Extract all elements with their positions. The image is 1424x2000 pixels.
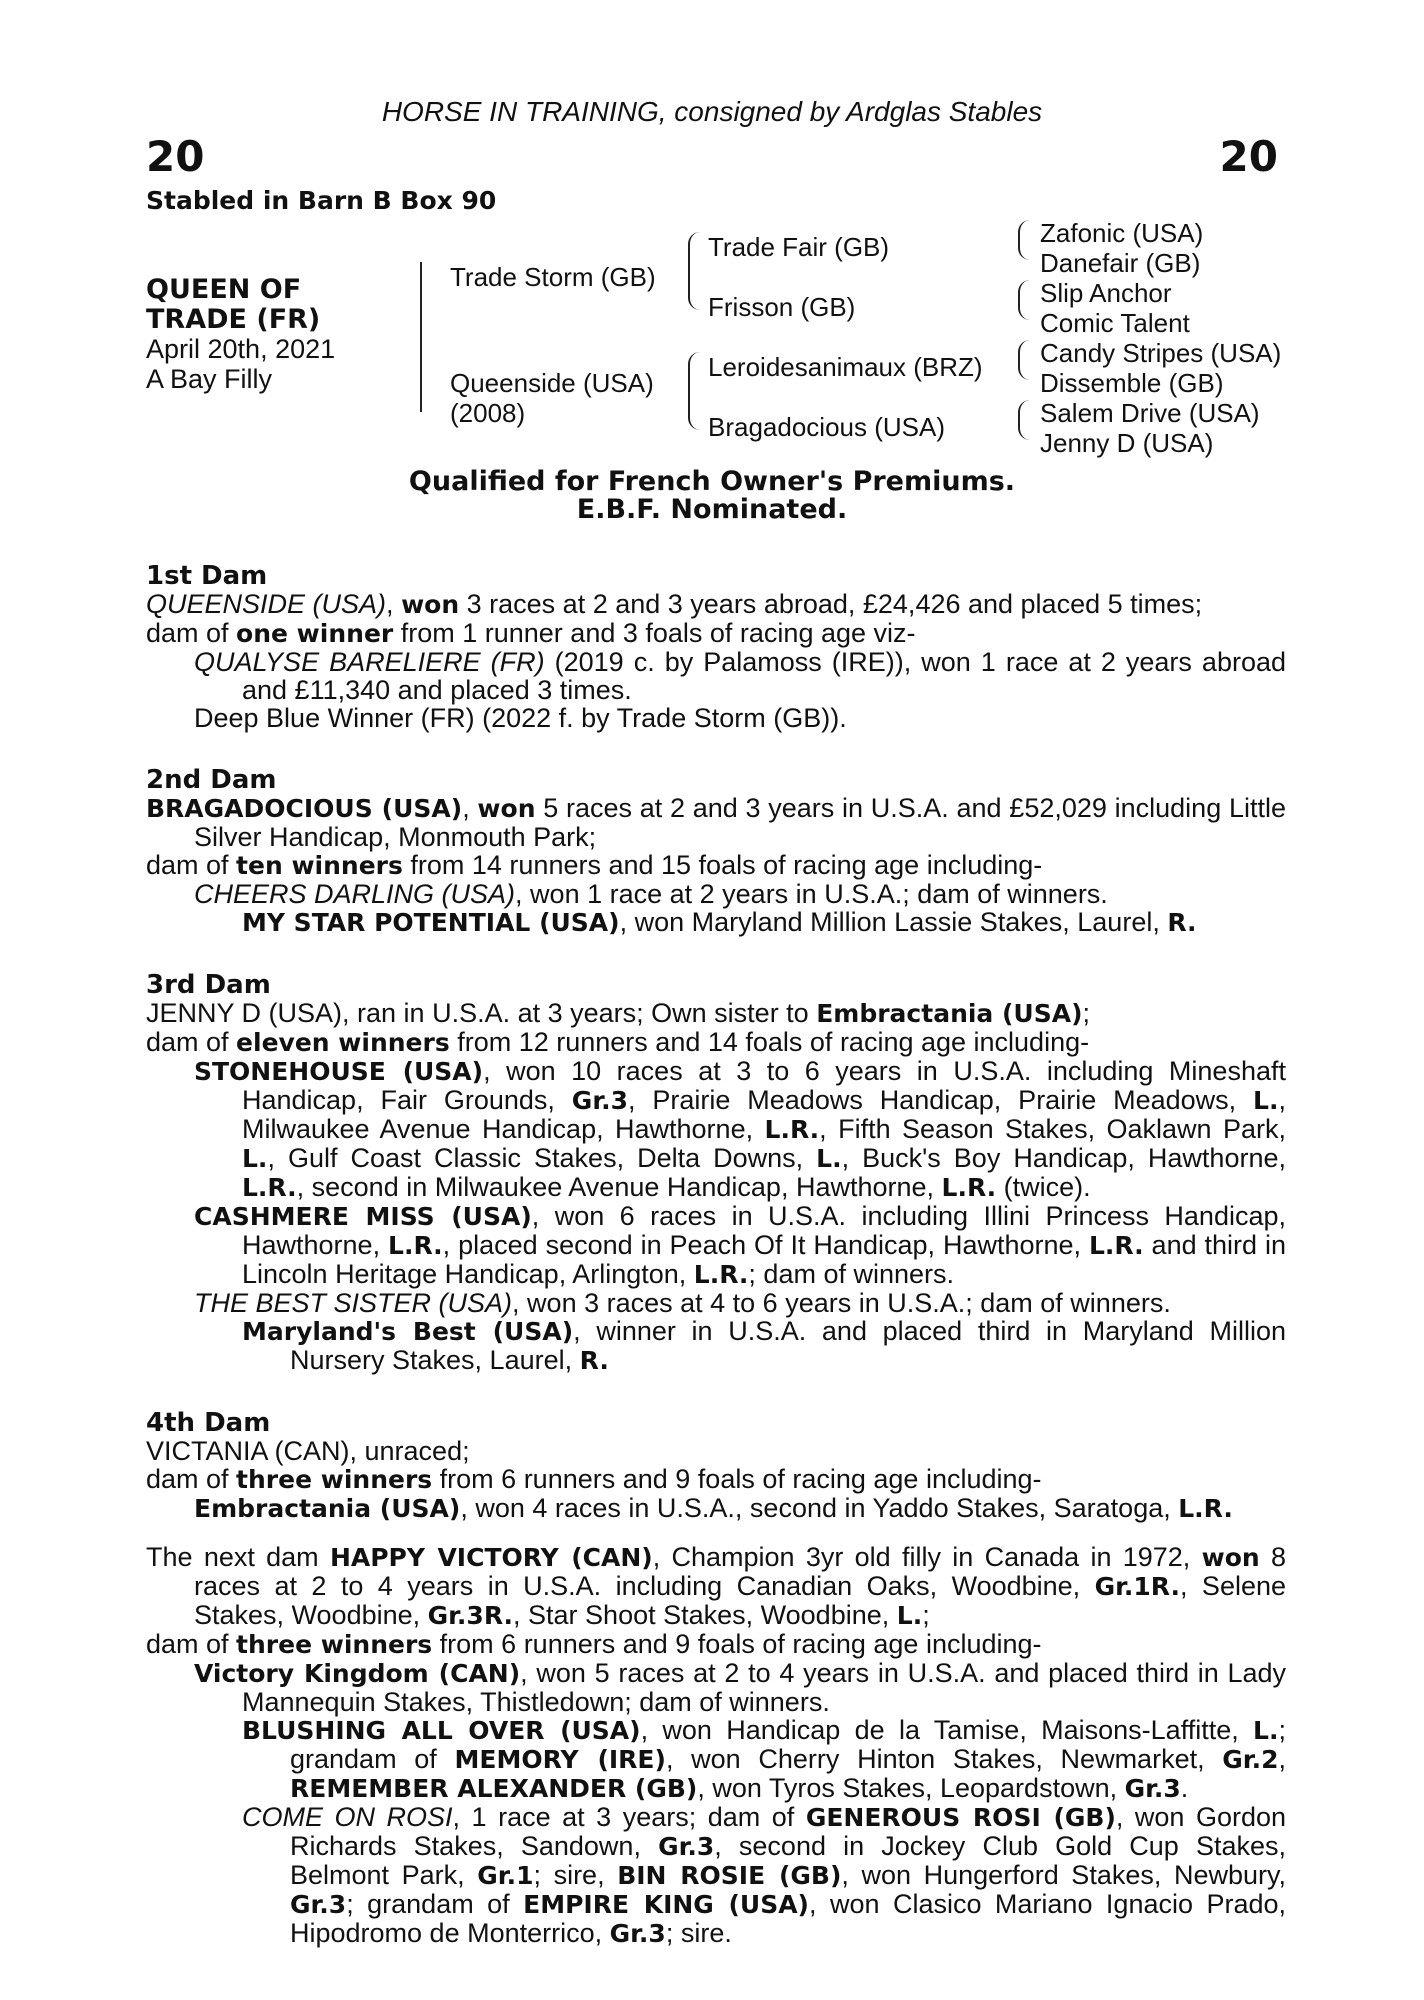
pedigree-brace-g4 bbox=[1018, 400, 1030, 440]
pedigree-dam: Queenside (USA) bbox=[450, 368, 654, 398]
pedigree-brace-g2 bbox=[1018, 280, 1030, 320]
pedigree-dam-sire: Leroidesanimaux (BRZ) bbox=[708, 352, 983, 382]
second-dam-record: BRAGADOCIOUS (USA), won 5 races at 2 and 3 years in U.S.A. and £52,029 including Little Silver Handicap, Monmouth Park; bbox=[146, 793, 1286, 852]
pedigree-brace-g1 bbox=[1018, 220, 1030, 260]
catalogue-body bbox=[146, 548, 1286, 1948]
pedigree-g4: Comic Talent bbox=[1040, 308, 1190, 338]
pedigree-g5: Candy Stripes (USA) bbox=[1040, 338, 1282, 368]
second-dam-grandfoal-1: MY STAR POTENTIAL (USA), won Maryland Million Lassie Stakes, Laurel, R. bbox=[242, 907, 1197, 937]
horse-name-line2: TRADE (FR) bbox=[146, 304, 321, 335]
pedigree-g2: Danefair (GB) bbox=[1040, 248, 1201, 278]
second-dam-heading: 2nd Dam bbox=[146, 765, 277, 795]
next-dam-grandfoal-blushing: BLUSHING ALL OVER (USA), won Handicap de la Tamise, Maisons-Laffitte, L.; grandam of MEMORY (IRE), won Cherry Hinton Stakes, Newmarket, Gr.2, REMEMBER ALEXANDER (GB), won Tyros Stakes, Leopardstown, Gr.3. bbox=[242, 1715, 1286, 1803]
premiums-note: Qualified for French Owner's Premiums. bbox=[408, 466, 1016, 497]
horse-description: A Bay Filly bbox=[146, 364, 273, 394]
pedigree-g8: Jenny D (USA) bbox=[1040, 428, 1214, 458]
pedigree-dam-brace bbox=[688, 352, 700, 430]
pedigree-main-brace bbox=[420, 262, 432, 412]
first-dam-foal-1: QUALYSE BARELIERE (FR) (2019 c. by Palamoss (IRE)), won 1 race at 2 years abroad and £11,340 and placed 3 times. bbox=[194, 647, 1286, 705]
third-dam-produce: dam of eleven winners from 12 runners and 14 foals of racing age including- bbox=[146, 1027, 1090, 1057]
fourth-dam-produce: dam of three winners from 6 runners and 9 foals of racing age including- bbox=[146, 1464, 1042, 1494]
first-dam-heading: 1st Dam bbox=[146, 561, 268, 591]
pedigree-sire-brace bbox=[688, 232, 700, 310]
lot-number-left: 20 bbox=[146, 132, 205, 181]
horse-name-line1: QUEEN OF bbox=[146, 274, 302, 305]
horse-foaled: April 20th, 2021 bbox=[146, 334, 336, 364]
next-dam-produce: dam of three winners from 6 runners and 9 foals of racing age including- bbox=[146, 1629, 1042, 1659]
next-dam-grandfoal-come-on-rosi: COME ON ROSI, 1 race at 3 years; dam of GENEROUS ROSI (GB), won Gordon Richards Stakes, Sandown, Gr.3, second in Jockey Club Gold Cup Stakes, Belmont Park, Gr.1; sire, BIN ROSIE (GB), won Hungerford Stakes, Newbury, Gr.3; grandam of EMPIRE KING (USA), won Clasico Mariano Ignacio Prado, Hipodromo de Monterrico, Gr.3; sire. bbox=[242, 1802, 1287, 1948]
fourth-dam-foal-embractania: Embractania (USA), won 4 races in U.S.A., second in Yaddo Stakes, Saratoga, L.R. bbox=[194, 1493, 1233, 1523]
next-dam-foal-victory-kingdom: Victory Kingdom (CAN), won 5 races at 2 to 4 years in U.S.A. and placed third in Lady Mannequin Stakes, Thistledown; dam of winners. bbox=[194, 1658, 1286, 1717]
pedigree-dam-dam: Bragadocious (USA) bbox=[708, 412, 945, 442]
third-dam-foal-stonehouse: STONEHOUSE (USA), won 10 races at 3 to 6 years in U.S.A. including Mineshaft Handicap, Fair Grounds, Gr.3, Prairie Meadows Handicap, Prairie Meadows, L., Milwaukee Avenue Handicap, Hawthorne, L.R., Fifth Season Stakes, Oaklawn Park, L., Gulf Coast Classic Stakes, Delta Downs, L., Buck's Boy Handicap, Hawthorne, L.R., second in Milwaukee Avenue Handicap, Hawthorne, L.R. (twice). bbox=[194, 1056, 1286, 1202]
third-dam-foal-best-sister: THE BEST SISTER (USA), won 3 races at 4 to 6 years in U.S.A.; dam of winners. bbox=[194, 1288, 1171, 1318]
pedigree-brace-g3 bbox=[1018, 340, 1030, 380]
lot-number-right: 20 bbox=[1219, 132, 1278, 181]
first-dam-record: QUEENSIDE (USA), won 3 races at 2 and 3 years abroad, £24,426 and placed 5 times; bbox=[146, 589, 1203, 619]
third-dam-record: JENNY D (USA), ran in U.S.A. at 3 years; Own sister to Embractania (USA); bbox=[146, 998, 1091, 1028]
fourth-dam-heading: 4th Dam bbox=[146, 1408, 271, 1438]
pedigree-dam-year: (2008) bbox=[450, 398, 526, 428]
pedigree-g3: Slip Anchor bbox=[1040, 278, 1172, 308]
next-dam-record: The next dam HAPPY VICTORY (CAN), Champion 3yr old filly in Canada in 1972, won 8 races at 2 to 4 years in U.S.A. including Canadian Oaks, Woodbine, Gr.1R., Selene Stakes, Woodbine, Gr.3R., Star Shoot Stakes, Woodbine, L.; bbox=[146, 1542, 1287, 1630]
first-dam-foal-2: Deep Blue Winner (FR) (2022 f. by Trade Storm (GB)). bbox=[194, 703, 847, 733]
third-dam-foal-cashmere: CASHMERE MISS (USA), won 6 races in U.S.A. including Illini Princess Handicap, Hawthorne, L.R., placed second in Peach Of It Handicap, Hawthorne, L.R. and third in Lincoln Heritage Handicap, Arlington, L.R.; dam of winners. bbox=[194, 1201, 1287, 1289]
second-dam-foal-1: CHEERS DARLING (USA), won 1 race at 2 years in U.S.A.; dam of winners. bbox=[194, 879, 1108, 909]
second-dam-produce: dam of ten winners from 14 runners and 15 foals of racing age including- bbox=[146, 850, 1043, 880]
ebf-note: E.B.F. Nominated. bbox=[576, 494, 848, 525]
pedigree-sire: Trade Storm (GB) bbox=[450, 262, 656, 292]
stabled-location: Stabled in Barn B Box 90 bbox=[146, 186, 497, 215]
pedigree-g7: Salem Drive (USA) bbox=[1040, 398, 1260, 428]
pedigree-sire-dam: Frisson (GB) bbox=[708, 292, 856, 322]
first-dam-produce: dam of one winner from 1 runner and 3 foals of racing age viz- bbox=[146, 618, 916, 648]
pedigree-g1: Zafonic (USA) bbox=[1040, 218, 1204, 248]
pedigree-sire-sire: Trade Fair (GB) bbox=[708, 232, 890, 262]
third-dam-heading: 3rd Dam bbox=[146, 970, 271, 1000]
third-dam-grandfoal-marylands-best: Maryland's Best (USA), winner in U.S.A. and placed third in Maryland Million Nursery Stakes, Laurel, R. bbox=[242, 1316, 1286, 1375]
pedigree-g6: Dissemble (GB) bbox=[1040, 368, 1224, 398]
page-title: HORSE IN TRAINING, consigned by Ardglas Stables bbox=[381, 96, 1043, 127]
fourth-dam-record: VICTANIA (CAN), unraced; bbox=[146, 1436, 470, 1466]
